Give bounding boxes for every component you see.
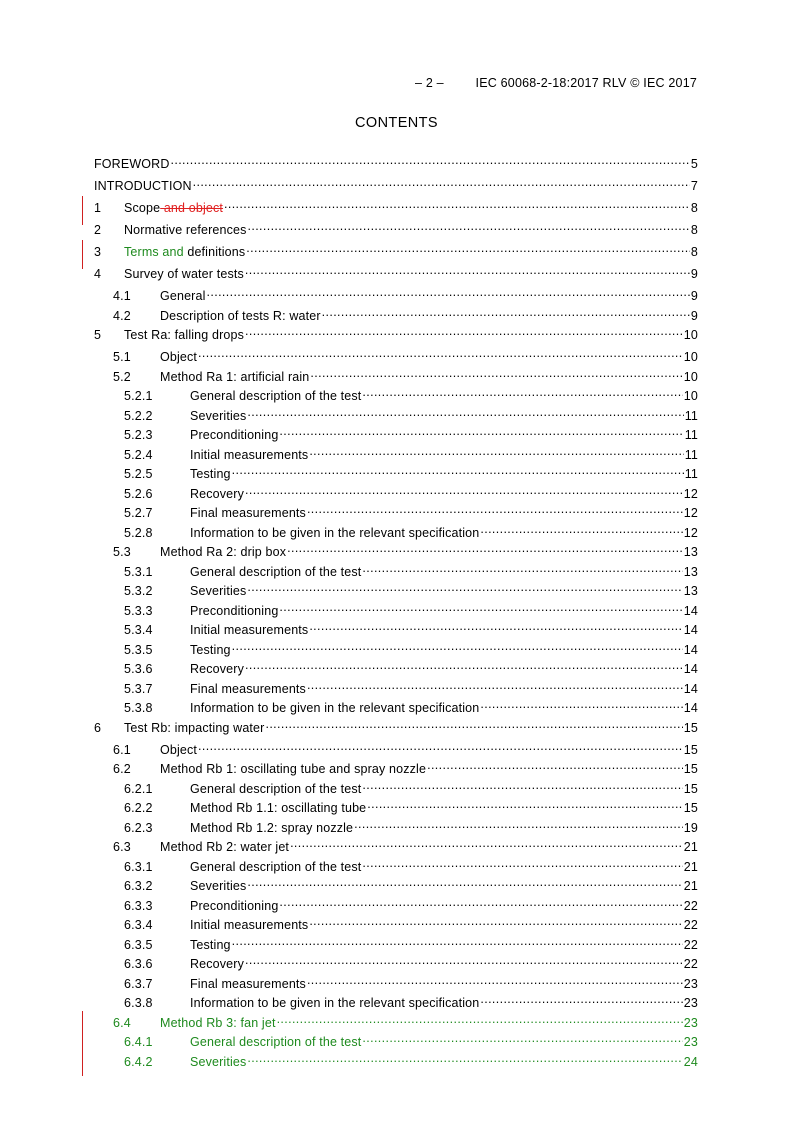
toc-entry-number: 5.2.6 — [124, 486, 153, 501]
dot-leader — [362, 564, 682, 576]
dot-leader — [309, 447, 683, 459]
dot-leader — [232, 642, 683, 654]
toc-entry[interactable] — [94, 859, 698, 879]
dot-leader — [307, 505, 683, 517]
toc-entry-page: 21 — [683, 879, 698, 893]
toc-entry-label — [124, 721, 264, 735]
toc-entry-label — [190, 662, 244, 676]
toc-entry-label — [190, 428, 278, 442]
toc-entry-number: 6.3.8 — [124, 996, 153, 1010]
toc-entry-number: 6.2 — [113, 762, 131, 776]
toc-entry[interactable] — [94, 583, 698, 603]
toc-entry-page: 22 — [683, 918, 698, 932]
toc-entry-page: 12 — [683, 486, 698, 501]
dot-leader — [307, 681, 683, 693]
toc-entry[interactable] — [94, 156, 698, 178]
toc-entry[interactable] — [94, 288, 698, 308]
toc-entry-number: 5.2.8 — [124, 525, 153, 540]
toc-entry-number: 6.2.2 — [124, 801, 153, 815]
toc-entry-number: 5.2.3 — [124, 428, 153, 442]
toc-entry-title: Initial measurements — [190, 918, 309, 932]
toc-entry-number: 5.2 — [113, 369, 131, 384]
toc-entry[interactable] — [94, 917, 698, 937]
toc-entry[interactable] — [94, 995, 698, 1015]
toc-entry-title: Method Ra 2: drip box — [160, 545, 287, 559]
toc-entry[interactable] — [94, 1054, 698, 1074]
toc-entry[interactable] — [94, 327, 698, 349]
toc-entry-title: Survey of water tests — [124, 267, 244, 281]
toc-entry-label — [124, 245, 245, 259]
toc-entry[interactable] — [94, 1034, 698, 1054]
toc-entry-page: 14 — [683, 623, 698, 637]
table-of-contents — [94, 156, 698, 1073]
toc-entry-page: 23 — [683, 1035, 698, 1049]
toc-entry-label — [124, 223, 247, 237]
toc-entry-page: 9 — [690, 308, 698, 323]
toc-entry-title: Recovery — [190, 486, 244, 501]
toc-entry-label — [190, 506, 306, 520]
toc-entry-label — [160, 350, 197, 364]
toc-entry-page: 10 — [683, 369, 698, 384]
toc-entry-label — [190, 682, 306, 696]
page-title: CONTENTS — [355, 115, 438, 131]
dot-leader — [171, 156, 690, 168]
toc-entry-label — [190, 1035, 361, 1049]
dot-leader — [207, 288, 690, 300]
toc-entry-title: General description of the test — [190, 781, 362, 796]
toc-entry-page: 8 — [690, 245, 698, 259]
toc-entry-title: Severities — [190, 408, 247, 423]
toc-entry-page: 7 — [690, 179, 698, 193]
toc-entry-number: 6.2.3 — [124, 820, 153, 835]
toc-entry-title: Final measurements — [190, 976, 306, 991]
toc-entry[interactable] — [94, 564, 698, 584]
toc-entry-number: 6.4 — [113, 1015, 131, 1030]
toc-entry-page: 12 — [683, 506, 698, 520]
toc-entry[interactable] — [94, 622, 698, 642]
toc-entry-title: Testing — [190, 642, 231, 657]
toc-entry-number: 4.2 — [113, 308, 131, 323]
toc-entry-title: Testing — [190, 937, 231, 952]
toc-entry-label — [190, 526, 479, 540]
toc-entry[interactable] — [94, 427, 698, 447]
page-header — [415, 76, 697, 90]
toc-entry[interactable] — [94, 800, 698, 820]
toc-entry-page: 14 — [683, 701, 698, 715]
toc-entry-page: 21 — [683, 859, 698, 874]
toc-entry-label — [190, 409, 246, 423]
dot-leader — [309, 622, 682, 634]
toc-entry-label — [190, 565, 361, 579]
toc-entry-page: 15 — [683, 742, 698, 757]
toc-entry-page: 11 — [684, 447, 698, 462]
toc-entry-title: Information to be given in the relevant specification — [190, 996, 480, 1010]
toc-entry-page: 23 — [683, 996, 698, 1010]
dot-leader — [309, 917, 682, 929]
toc-entry-title: General — [160, 289, 206, 303]
dot-leader — [245, 661, 683, 673]
toc-entry-page: 13 — [683, 584, 698, 598]
toc-entry-label — [190, 389, 361, 403]
toc-entry-number: 6.3.6 — [124, 957, 153, 971]
toc-entry-page: 22 — [683, 937, 698, 952]
toc-entry-label — [160, 743, 197, 757]
toc-entry-label — [190, 918, 308, 932]
dot-leader — [367, 800, 683, 812]
page-number: – 2 – — [415, 76, 444, 90]
toc-entry-title: Scope — [124, 201, 161, 215]
toc-entry-number: 6.2.1 — [124, 781, 153, 796]
toc-entry-page: 24 — [683, 1054, 698, 1069]
toc-entry-label — [190, 899, 278, 913]
toc-entry-title: Preconditioning — [190, 603, 279, 618]
toc-entry-label — [124, 328, 244, 342]
dot-leader — [307, 976, 683, 988]
dot-leader — [362, 859, 682, 871]
toc-entry-title: General description of the test — [190, 1035, 362, 1049]
toc-entry-page: 13 — [683, 545, 698, 559]
toc-entry-title: INTRODUCTION — [94, 179, 192, 193]
toc-entry-label — [190, 977, 306, 991]
toc-entry-page: 14 — [683, 662, 698, 676]
toc-entry-title: Method Rb 2: water jet — [160, 840, 290, 854]
toc-entry[interactable] — [94, 544, 698, 564]
toc-entry-label — [94, 179, 192, 193]
toc-entry-title: Method Rb 3: fan jet — [160, 1015, 276, 1030]
toc-entry-title: Method Ra 1: artificial rain — [160, 369, 310, 384]
toc-entry[interactable] — [94, 937, 698, 957]
toc-entry[interactable] — [94, 839, 698, 859]
toc-entry-number: 5.2.1 — [124, 389, 153, 403]
toc-entry-page: 8 — [690, 223, 698, 237]
document-reference: IEC 60068-2-18:2017 RLV © IEC 2017 — [475, 76, 697, 90]
toc-entry-label — [124, 267, 244, 281]
toc-entry-label — [190, 1055, 246, 1069]
toc-entry-page: 23 — [683, 976, 698, 991]
toc-entry-title: General description of the test — [190, 564, 362, 579]
toc-entry-label — [160, 762, 426, 776]
toc-entry-title: Method Rb 1.2: spray nozzle — [190, 820, 354, 835]
toc-entry-title: General description of the test — [190, 389, 362, 403]
toc-entry[interactable] — [94, 505, 698, 525]
toc-entry-title: Initial measurements — [190, 447, 309, 462]
toc-entry-label — [190, 938, 231, 952]
dot-leader — [246, 244, 690, 256]
toc-entry-number: 6.3.4 — [124, 918, 153, 932]
dot-leader — [362, 388, 682, 400]
toc-entry[interactable] — [94, 222, 698, 244]
toc-entry-number: 4.1 — [113, 289, 131, 303]
dot-leader — [198, 742, 683, 754]
toc-entry-page: 13 — [683, 564, 698, 579]
dot-leader — [290, 839, 683, 851]
toc-entry-number: 5.3.7 — [124, 681, 153, 696]
toc-entry-number: 4 — [94, 267, 102, 281]
toc-entry[interactable] — [94, 369, 698, 389]
toc-entry-number: 5.2.2 — [124, 408, 153, 423]
toc-entry[interactable] — [94, 898, 698, 918]
toc-entry-number: 6.3 — [113, 840, 131, 854]
toc-entry[interactable] — [94, 820, 698, 840]
toc-entry-page: 5 — [690, 157, 698, 171]
toc-entry[interactable] — [94, 976, 698, 996]
toc-entry-label — [190, 467, 231, 481]
toc-entry[interactable] — [94, 878, 698, 898]
toc-entry-number: 5.3.4 — [124, 623, 153, 637]
toc-entry[interactable] — [94, 200, 698, 222]
toc-entry-page: 23 — [683, 1015, 698, 1030]
dot-leader — [232, 466, 684, 478]
toc-entry-page: 14 — [683, 603, 698, 618]
toc-entry-page: 14 — [683, 642, 698, 657]
dot-leader — [277, 1015, 683, 1027]
toc-entry-page: 19 — [683, 820, 698, 835]
toc-entry-label — [190, 604, 278, 618]
toc-entry-number: 5.2.7 — [124, 506, 153, 520]
toc-entry-label — [190, 487, 244, 501]
toc-entry-page: 8 — [690, 201, 698, 215]
toc-entry-number: 6.3.5 — [124, 937, 153, 952]
toc-entry[interactable] — [94, 244, 698, 266]
toc-entry-title: Severities — [190, 879, 247, 893]
inserted-text: Terms and — [124, 245, 184, 259]
toc-entry-title: Initial measurements — [190, 623, 309, 637]
toc-entry-title: Method Rb 1: oscillating tube and spray nozzle — [160, 762, 427, 776]
toc-entry-page: 21 — [683, 840, 698, 854]
dot-leader — [322, 308, 690, 320]
dot-leader — [362, 1034, 682, 1046]
dot-leader — [279, 603, 682, 615]
toc-entry-page: 11 — [684, 467, 698, 481]
toc-entry-title: Object — [160, 742, 198, 757]
toc-entry-number: 1 — [94, 201, 102, 215]
toc-entry-label — [190, 448, 308, 462]
toc-entry[interactable] — [94, 956, 698, 976]
toc-entry-number: 5.3.2 — [124, 584, 153, 598]
toc-entry-label — [190, 623, 308, 637]
dot-leader — [193, 178, 690, 190]
toc-entry-number: 5.3 — [113, 545, 131, 559]
change-bar — [82, 196, 83, 225]
dot-leader — [247, 408, 683, 420]
toc-entry-number: 5.3.3 — [124, 603, 153, 618]
toc-entry-label — [190, 801, 366, 815]
toc-entry[interactable] — [94, 408, 698, 428]
toc-entry-number: 5.3.5 — [124, 642, 153, 657]
toc-entry-number: 2 — [94, 223, 102, 237]
toc-entry-number: 5.2.5 — [124, 467, 153, 481]
toc-entry[interactable] — [94, 761, 698, 781]
toc-entry-title: Object — [160, 350, 198, 364]
toc-entry-number: 6.1 — [113, 742, 131, 757]
toc-entry-number: 6.3.2 — [124, 879, 153, 893]
toc-entry-page: 15 — [683, 781, 698, 796]
toc-entry-number: 5.2.4 — [124, 447, 153, 462]
toc-entry-page: 15 — [683, 720, 698, 735]
dot-leader — [480, 995, 682, 1007]
toc-entry-label — [190, 860, 361, 874]
toc-entry-title: Information to be given in the relevant specification — [190, 701, 480, 715]
toc-entry-label — [160, 370, 309, 384]
toc-entry-label — [94, 157, 170, 171]
dot-leader — [198, 349, 683, 361]
toc-entry-number: 3 — [94, 245, 102, 259]
toc-entry-label — [190, 957, 244, 971]
dot-leader — [310, 369, 682, 381]
toc-entry-page: 11 — [684, 428, 698, 442]
toc-entry[interactable] — [94, 720, 698, 742]
toc-entry-title: Final measurements — [190, 506, 306, 520]
toc-entry-number: 6.4.1 — [124, 1035, 153, 1049]
dot-leader — [224, 200, 690, 212]
toc-entry-title: Method Rb 1.1: oscillating tube — [190, 801, 367, 815]
toc-entry-number: 5.3.8 — [124, 701, 153, 715]
toc-entry[interactable] — [94, 349, 698, 369]
toc-entry-number: 5 — [94, 328, 102, 342]
dot-leader — [245, 266, 690, 278]
toc-entry-page: 10 — [683, 350, 698, 364]
toc-entry-label — [190, 821, 353, 835]
toc-entry-label — [160, 289, 206, 303]
toc-entry[interactable] — [94, 525, 698, 545]
toc-entry[interactable] — [94, 681, 698, 701]
toc-entry-page: 14 — [683, 681, 698, 696]
toc-entry-page: 10 — [683, 389, 698, 403]
toc-entry[interactable] — [94, 266, 698, 288]
toc-entry-number: 5.3.6 — [124, 662, 153, 676]
toc-entry-title: Test Rb: impacting water — [124, 720, 265, 735]
dot-leader — [362, 781, 682, 793]
toc-entry[interactable] — [94, 1015, 698, 1035]
toc-entry-title: Normative references — [124, 223, 247, 237]
dot-leader — [279, 898, 682, 910]
toc-entry-number: 6.3.7 — [124, 976, 153, 991]
toc-entry-label — [190, 879, 246, 893]
dot-leader — [245, 956, 683, 968]
toc-entry-number: 6.3.3 — [124, 898, 153, 913]
dot-leader — [248, 222, 690, 234]
dot-leader — [245, 486, 683, 498]
dot-leader — [354, 820, 683, 832]
toc-entry[interactable] — [94, 308, 698, 328]
toc-entry-title: Information to be given in the relevant specification — [190, 525, 480, 540]
toc-entry[interactable] — [94, 466, 698, 486]
dot-leader — [245, 327, 683, 339]
toc-entry[interactable] — [94, 178, 698, 200]
toc-entry-number: 6.4.2 — [124, 1054, 153, 1069]
toc-entry[interactable] — [94, 447, 698, 467]
change-bar — [82, 1050, 83, 1077]
toc-entry[interactable] — [94, 603, 698, 623]
toc-entry-page: 22 — [683, 898, 698, 913]
toc-entry-label — [160, 309, 321, 323]
toc-entry[interactable] — [94, 781, 698, 801]
toc-entry-number: 5.3.1 — [124, 564, 153, 579]
dot-leader — [480, 525, 682, 537]
toc-entry-label — [190, 701, 479, 715]
toc-entry-page: 22 — [683, 957, 698, 971]
toc-entry-label — [190, 643, 231, 657]
toc-entry-label — [160, 1016, 276, 1030]
toc-entry-label — [190, 782, 361, 796]
dot-leader — [287, 544, 683, 556]
dot-leader — [265, 720, 682, 732]
toc-entry-page: 10 — [683, 328, 698, 342]
toc-entry[interactable] — [94, 661, 698, 681]
toc-entry-label — [160, 545, 286, 559]
dot-leader — [232, 937, 683, 949]
toc-entry-title: Severities — [190, 584, 247, 598]
toc-entry-title: Description of tests R: water — [160, 308, 321, 323]
change-bar — [82, 240, 83, 269]
toc-entry-title: FOREWORD — [94, 157, 170, 171]
toc-entry-page: 15 — [683, 762, 698, 776]
dot-leader — [480, 700, 682, 712]
toc-entry[interactable] — [94, 742, 698, 762]
toc-entry-page: 12 — [683, 525, 698, 540]
toc-entry-page: 9 — [690, 267, 698, 281]
toc-entry-title: Recovery — [190, 957, 244, 971]
toc-entry-number: 5.1 — [113, 350, 131, 364]
toc-entry-label — [190, 996, 479, 1010]
toc-entry-label — [160, 840, 289, 854]
dot-leader — [247, 878, 682, 890]
toc-entry-page: 11 — [684, 408, 698, 423]
toc-entry-number: 6 — [94, 720, 102, 735]
dot-leader — [247, 583, 682, 595]
dot-leader — [247, 1054, 682, 1066]
toc-entry[interactable] — [94, 388, 698, 408]
deleted-text: and object — [160, 201, 224, 215]
toc-entry-title: Testing — [190, 467, 231, 481]
dot-leader — [427, 761, 683, 773]
toc-entry-title: Test Ra: falling drops — [124, 328, 245, 342]
dot-leader — [279, 427, 683, 439]
toc-entry-title: Final measurements — [190, 681, 306, 696]
toc-entry-title: Recovery — [190, 662, 244, 676]
toc-entry-title: Preconditioning — [190, 898, 279, 913]
toc-entry-title: Preconditioning — [190, 428, 279, 442]
toc-entry-title: Severities — [190, 1054, 247, 1069]
toc-entry[interactable] — [94, 700, 698, 720]
toc-entry-label — [124, 201, 223, 215]
toc-entry-page: 15 — [683, 801, 698, 815]
toc-entry-title: General description of the test — [190, 859, 362, 874]
toc-entry[interactable] — [94, 642, 698, 662]
toc-entry[interactable] — [94, 486, 698, 506]
toc-entry-number: 6.3.1 — [124, 859, 153, 874]
toc-entry-page: 9 — [690, 289, 698, 303]
toc-entry-label — [190, 584, 246, 598]
toc-entry-title: definitions — [183, 245, 246, 259]
